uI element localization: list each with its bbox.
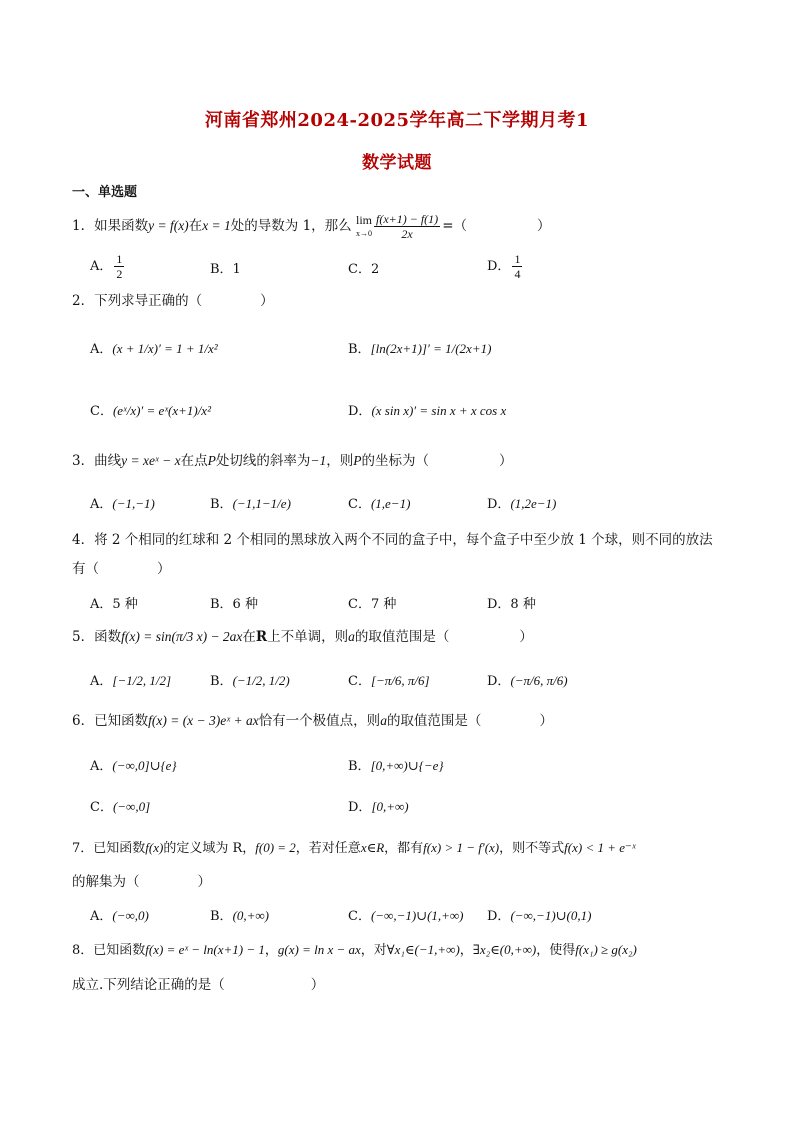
q3-c-val: (1,e−1) [370,496,411,511]
q1-limit [356,214,372,240]
q5-param: a [348,629,355,644]
q1-denominator: 2x [401,227,413,241]
q6-a-label: A． [90,759,113,774]
q5-d-label: D． [487,674,511,689]
question-4-cont [72,559,732,579]
q3-text: 3．曲线 [72,453,122,469]
q2-d-label: D． [348,404,372,419]
question-7 [72,838,752,859]
q7-option-b[interactable] [210,905,269,924]
q3-b-val: (−1,1−1/e) [232,496,291,511]
q4-option-c[interactable]: C．7 种 [348,597,397,612]
q1-option-d-label: D． [487,259,511,274]
question-8-cont [72,975,732,995]
q7-close: ） [197,874,211,890]
q3-expr: y = xeˣ − x [121,453,181,468]
q1-d-num: 1 [514,252,521,266]
q5-expr: f(x) = sin(π/3 x) − 2ax [121,629,243,644]
q1-option-d-fraction [512,252,522,281]
q3-option-c[interactable] [348,493,410,512]
q5-option-c[interactable] [348,670,430,689]
q6-option-b[interactable] [348,755,444,774]
q6-c-val: (−∞,0] [112,799,151,814]
q5-d-val: (−π/6, π/6) [510,673,568,688]
q8-sep-2: ， [459,943,473,958]
q2-b-expr: [ln(2x+1)]′ = 1/(2x+1) [370,341,492,356]
q7-f0: f(0) = 2 [255,840,296,855]
q1-option-a[interactable] [90,252,126,281]
q3-option-d[interactable] [487,493,556,512]
q7-option-d[interactable] [487,905,591,924]
q6-a-val: (−∞,0]∪{e} [112,758,177,773]
q3-a-label: A． [90,497,113,512]
q8-fx: f(x) = eˣ − ln(x+1) − 1 [145,942,265,957]
q7-a-val: (−∞,0) [112,908,149,923]
q7-inequality: f(x) < 1 + e⁻ˣ [564,840,636,855]
q7-text-4: ，都有 [384,841,424,856]
question-5 [72,627,732,647]
q6-b-label: B． [348,759,371,774]
q1-close: ） [537,218,551,234]
q7-condition: f(x) > 1 − f′(x) [423,840,500,855]
q2-c-expr: (eˣ/x)′ = eˣ(x+1)/x² [112,403,211,418]
q5-tail: 的取值范围是（ [354,629,450,645]
q1-option-b[interactable]: B．1 [210,262,241,277]
q5-option-d[interactable] [487,670,568,689]
q3-slope: −1 [310,453,327,468]
q7-b-label: B． [210,909,233,924]
q5-a-val: [−1/2, 1/2] [112,673,172,688]
q2-option-d[interactable] [348,400,506,419]
q3-d-label: D． [487,497,511,512]
q5-option-b[interactable] [210,670,290,689]
q7-option-a[interactable] [90,905,149,924]
q8-exists: ∃x₂∈(0,+∞) [472,942,537,957]
q7-b-val: (0,+∞) [232,908,270,923]
q5-c-val: [−π/6, π/6] [370,673,430,688]
section-heading: 一、单选题 [72,185,138,200]
q5-option-a[interactable] [90,670,171,689]
q3-option-a[interactable] [90,493,155,512]
q7-d-label: D． [487,909,511,924]
q3-text-3: 处切线的斜率为 [215,453,311,469]
q7-text-3: ，若对任意 [295,841,361,856]
q1-function: y = f(x) [148,218,189,233]
q7-c-label: C． [348,909,371,924]
question-7-cont [72,872,732,892]
q1-option-a-fraction [114,252,124,281]
q8-forall: ∀x₁∈(−1,+∞) [386,942,460,957]
q2-close: ） [260,293,274,309]
q5-text-2: 在 [242,629,256,645]
q1-lim-word: lim [355,212,372,227]
q5-a-label: A． [90,674,113,689]
q3-point: P [207,453,216,468]
q6-text: 6．已知函数 [72,713,149,729]
q7-line-2: 的解集为（ [72,874,140,890]
q1-fraction [374,212,440,241]
q8-close: ） [310,977,325,993]
q6-b-val: [0,+∞)∪{−e} [370,758,444,773]
q7-a-label: A． [90,909,113,924]
q1-a-den: 2 [116,267,123,281]
q7-text-5: ，则不等式 [499,841,565,856]
exam-title: 河南省郑州2024-2025学年高二下学期月考1 [204,110,590,131]
q4-line-2: 有（ [72,561,99,577]
q7-domain: x∈R [360,840,385,855]
question-1 [72,212,732,241]
q8-text-2: ，对 [360,943,387,958]
q3-text-4: ，则 [326,453,354,469]
q4-close: ） [157,561,171,577]
q1-option-d[interactable] [487,252,524,281]
q6-expr: f(x) = (x − 3)eˣ + ax [148,713,259,728]
q3-c-label: C． [348,497,371,512]
q6-text-2: 恰有一个极值点，则 [258,713,381,729]
q4-option-d[interactable]: D．8 种 [487,597,536,612]
q4-option-a[interactable]: A．5 种 [90,597,138,612]
q6-param: a [380,713,387,728]
q8-sep: ， [264,943,278,958]
q2-option-a[interactable] [90,338,218,357]
q1-d-den: 4 [514,267,521,281]
q5-c-label: C． [348,674,371,689]
q3-tail: 的坐标为（ [361,453,429,469]
q6-d-label: D． [348,800,372,815]
q1-point: x = 1 [202,218,231,233]
q5-text-3: 上不单调，则 [267,629,349,645]
q1-numerator: f(x+1) − f(1) [376,212,439,226]
q3-text-2: 在点 [180,453,208,469]
q1-lim-sub: x→0 [355,228,372,238]
q2-b-label: B． [348,342,371,357]
q7-text: 7．已知函数 [72,841,146,856]
q2-a-label: A． [90,342,113,357]
q2-text: 2．下列求导正确的（ [72,293,203,309]
q7-fx: f(x) [145,840,164,855]
q8-gx: g(x) = ln x − ax [277,942,361,957]
q3-b-label: B． [210,497,233,512]
question-3 [72,451,732,471]
q6-c-label: C． [90,800,113,815]
q2-c-label: C． [90,404,113,419]
q5-text: 5．函数 [72,629,122,645]
q5-b-label: B． [210,674,233,689]
q6-tail: 的取值范围是（ [386,713,482,729]
q3-d-val: (1,2e−1) [510,496,557,511]
q4-option-b[interactable]: B．6 种 [210,597,258,612]
q7-c-val: (−∞,−1)∪(1,+∞) [370,908,464,923]
q5-b-val: (−1/2, 1/2) [232,673,290,688]
question-6 [72,711,732,731]
q3-a-val: (−1,−1) [112,496,155,511]
q6-option-a[interactable] [90,755,177,774]
q8-text-3: ，使得 [536,943,576,958]
q2-option-c[interactable] [90,400,211,419]
q2-a-expr: (x + 1/x)′ = 1 + 1/x² [112,341,218,356]
q8-line-2: 成立.下列结论正确的是（ [72,977,225,993]
exam-subtitle: 数学试题 [362,153,432,173]
q2-option-b[interactable] [348,338,491,357]
q2-d-expr: (x sin x)′ = sin x + x cos x [371,403,507,418]
q1-option-a-label: A． [90,259,113,274]
q1-text: 1．如果函数 [72,218,149,234]
q6-option-d[interactable] [348,796,409,815]
q5-close: ） [519,629,533,645]
q3-point-2: P [353,453,362,468]
question-8 [72,940,752,961]
question-4 [72,530,732,550]
q4-line-1: 4．将 2 个相同的红球和 2 个相同的黑球放入两个不同的盒子中，每个盒子中至少放 1 个球，则不同的放法 [72,532,713,548]
q7-d-val: (−∞,−1)∪(0,1) [510,908,592,923]
q6-option-c[interactable] [90,796,150,815]
q6-d-val: [0,+∞) [371,799,409,814]
q1-text-2: 在 [188,218,203,234]
q8-text: 8．已知函数 [72,943,146,958]
q1-a-num: 1 [116,252,123,266]
q8-condition: f(x₁) ≥ g(x₂) [575,942,637,957]
q6-close: ） [539,713,553,729]
q7-option-c[interactable] [348,905,464,924]
q5-reals: R [255,629,268,645]
q7-text-2: 的定义域为 R， [163,841,256,856]
q1-tail: =（ [442,218,467,234]
q3-option-b[interactable] [210,493,291,512]
q3-close: ） [498,453,513,469]
question-2 [72,291,732,311]
q1-option-c[interactable]: C．2 [348,262,380,277]
q1-text-3: 处的导数为 1，那么 [230,218,352,234]
